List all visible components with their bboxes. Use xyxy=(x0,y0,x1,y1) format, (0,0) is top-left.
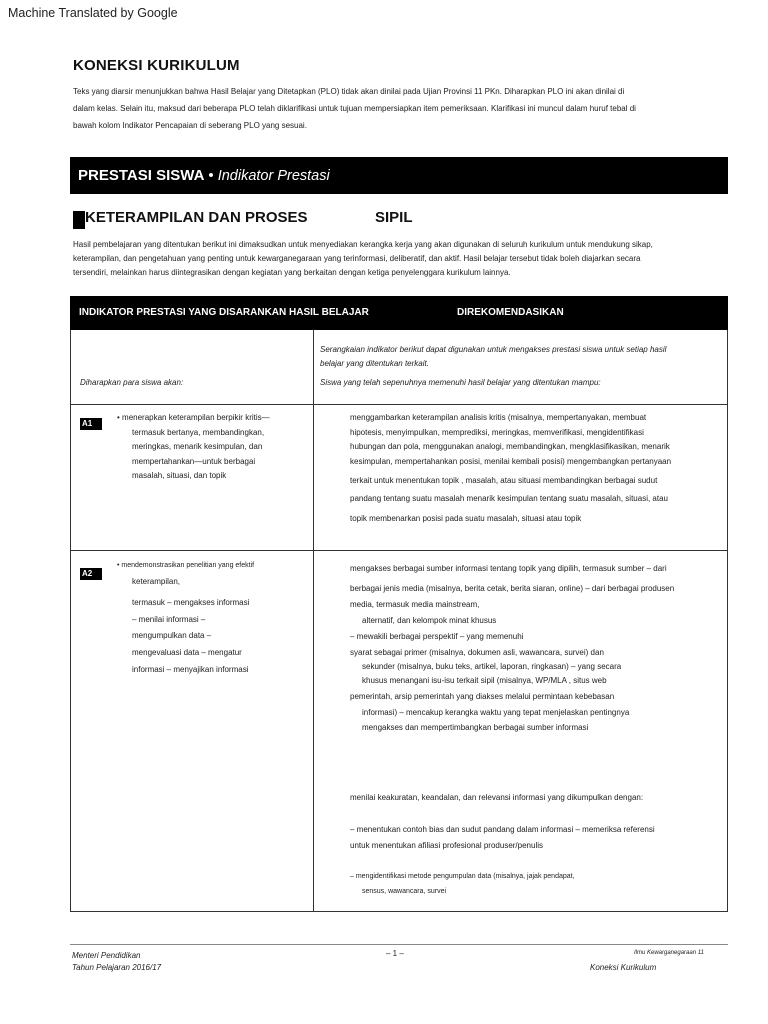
footer-rule xyxy=(70,944,728,945)
outcome-a2-line: • mendemonstrasikan penelitian yang efektif xyxy=(117,562,255,569)
indicator-a2-line: – mengidentifikasi metode pengumpulan data (misalnya, jajak pendapat, xyxy=(350,873,575,880)
indicators-intro-line: Serangkaian indikator berikut dapat digunakan untuk mengakses prestasi siswa untuk setiap hasil xyxy=(320,345,667,354)
indicator-a2-line: – mewakili berbagai perspektif – yang memenuhi xyxy=(350,632,524,641)
title-separator: • xyxy=(208,167,214,184)
outcome-a2-line: informasi – menyajikan informasi xyxy=(132,665,249,674)
outcome-badge-a2: A2 xyxy=(80,568,102,580)
outcome-a1-line: meringkas, menarik kesimpulan, dan xyxy=(132,442,263,451)
indicator-a2-line: informasi) – mencakup kerangka waktu yang tepat menjelaskan pentingnya xyxy=(362,708,630,717)
machine-translated-banner: Machine Translated by Google xyxy=(8,6,178,20)
students-expected-label: Diharapkan para siswa akan: xyxy=(80,378,184,387)
indicator-a1-line: pandang tentang suatu masalah menarik kesimpulan tentang suatu masalah, situasi, atau xyxy=(350,494,668,503)
page-number: – 1 – xyxy=(386,949,404,958)
indicator-a2-line: khusus menangani isu-isu terkait sipil (misalnya, WP/MLA , situs web xyxy=(362,676,607,685)
section-intro xyxy=(73,238,723,280)
indicator-a2-line: mengakses dan mempertimbangkan berbagai sumber informasi xyxy=(362,723,589,732)
outcome-a1-line: masalah, situasi, dan topik xyxy=(132,471,227,480)
footer-course: Ilmu Kewarganegaraan 11 xyxy=(634,950,704,956)
footer-ministry: Menteri Pendidikan xyxy=(72,951,141,960)
outcome-a2-line: keterampilan, xyxy=(132,577,181,586)
achievement-indicator-subtitle: Indikator Prestasi xyxy=(217,167,330,184)
document-title: KONEKSI KURIKULUM xyxy=(73,57,240,74)
indicator-a1-line: hipotesis, menyimpulkan, memprediksi, meringkas, memverifikasi, mengidentifikasi xyxy=(350,428,644,437)
student-achievement-title: PRESTASI SISWA xyxy=(78,167,205,184)
section-intro-line: Hasil pembelajaran yang ditentukan berikut ini dimaksudkan untuk menyediakan kerangka kerja yang akan digunakan di seluruh kurikulum untuk mendukung sikap, xyxy=(73,240,653,249)
outcome-a1-line: mempertahankan—untuk berbagai xyxy=(132,457,256,466)
outcome-badge-a1: A1 xyxy=(80,418,102,430)
indicator-a2-line: – menentukan contoh bias dan sudut pandang dalam informasi – memeriksa referensi xyxy=(350,825,655,834)
outcome-a1-line: termasuk bertanya, membandingkan, xyxy=(132,428,265,437)
intro-line: dalam kelas. Selain itu, maksud dari beberapa PLO telah diklarifikasi untuk tujuan mempersiapkan item pemeriksaan. Klarifikasi ini muncul dalam huruf tebal di xyxy=(73,104,636,113)
section-title-civic: SIPIL xyxy=(375,209,413,226)
indicator-a1-line: terkait untuk menentukan topik , masalah, atau situasi membandingkan berbagai sudut xyxy=(350,476,658,485)
indicator-a2-line: berbagai jenis media (misalnya, berita cetak, berita siaran, online) – dari berbagai produsen xyxy=(350,584,675,593)
column-divider xyxy=(313,330,314,912)
redaction-block xyxy=(73,211,85,229)
intro-line: bawah kolom Indikator Pencapaian di seberang PLO yang sesuai. xyxy=(73,121,307,130)
section-intro-line: keterampilan, dan pengetahuan yang penting untuk kewarganegaraan yang terinformasi, deliberatif, dan aktif. Hasil belajar tersebut tidak boleh diajarkan secara xyxy=(73,254,641,263)
indicators-intro-line: belajar yang ditentukan terkait. xyxy=(320,359,429,368)
table-header xyxy=(70,296,728,330)
section-title-skills: KETERAMPILAN DAN PROSES xyxy=(85,209,308,226)
section-intro-line: tersendiri, melainkan harus diintegrasikan dengan kegiatan yang berkaitan dengan ketiga penyelenggara kurikulum lainnya. xyxy=(73,268,511,277)
indicator-a2-line: mengakses berbagai sumber informasi tentang topik yang dipilih, termasuk sumber – dari xyxy=(350,564,667,573)
intro-line: Teks yang diarsir menunjukkan bahwa Hasil Belajar yang Ditetapkan (PLO) tidak akan dinilai pada Ujian Provinsi 11 PKn. Diharapkan PLO ini akan dinilai di xyxy=(73,87,625,96)
indicator-a1-line: kesimpulan, mempertahankan posisi, menilai kembali posisi) mengembangkan pertanyaan xyxy=(350,457,672,466)
indicator-a1-line: menggambarkan keterampilan analisis kritis (misalnya, mempertanyakan, membuat xyxy=(350,413,647,422)
outcome-a2-line: termasuk – mengakses informasi xyxy=(132,598,250,607)
indicators-intro xyxy=(320,343,720,371)
row-divider xyxy=(70,550,728,551)
student-achievement-bar xyxy=(70,157,728,194)
outcome-a2-line: mengumpulkan data – xyxy=(132,631,212,640)
indicator-a2-line: media, termasuk media mainstream, xyxy=(350,600,480,609)
footer-year: Tahun Pelajaran 2016/17 xyxy=(72,963,162,972)
footer-section: Koneksi Kurikulum xyxy=(590,963,657,972)
table-header-left: INDIKATOR PRESTASI YANG DISARANKAN HASIL BELAJAR xyxy=(79,307,369,318)
indicator-a2-line: syarat sebagai primer (misalnya, dokumen asli, wawancara, survei) dan xyxy=(350,648,604,657)
outcome-a1-line: • menerapkan keterampilan berpikir kritis— xyxy=(117,413,270,422)
indicator-a2-line: menilai keakuratan, keandalan, dan relevansi informasi yang dikumpulkan dengan: xyxy=(350,793,644,802)
indicator-a2-line: sekunder (misalnya, buku teks, artikel, laporan, ringkasan) – yang secara xyxy=(362,662,622,671)
indicator-a1-line: hubungan dan pola, menggunakan analogi, membandingkan, mengklasifikasikan, menarik xyxy=(350,442,670,451)
table-header-right: DIREKOMENDASIKAN xyxy=(457,307,564,318)
outcome-a2-line: mengevaluasi data – mengatur xyxy=(132,648,242,657)
students-able-label: Siswa yang telah sepenuhnya memenuhi hasil belajar yang ditentukan mampu: xyxy=(320,378,601,387)
intro-paragraph xyxy=(73,83,695,134)
indicator-a2-line: untuk menentukan afiliasi profesional produser/penulis xyxy=(350,841,544,850)
indicator-a2-line: pemerintah, arsip pemerintah yang diakses melalui permintaan kebebasan xyxy=(350,692,615,701)
row-divider xyxy=(70,404,728,405)
outcome-a2-line: – menilai informasi – xyxy=(132,615,206,624)
indicator-a2-line: sensus, wawancara, survei xyxy=(362,888,447,895)
indicator-a2-line: alternatif, dan kelompok minat khusus xyxy=(362,616,497,625)
indicator-a1-line: topik membenarkan posisi pada suatu masalah, situasi atau topik xyxy=(350,514,582,523)
